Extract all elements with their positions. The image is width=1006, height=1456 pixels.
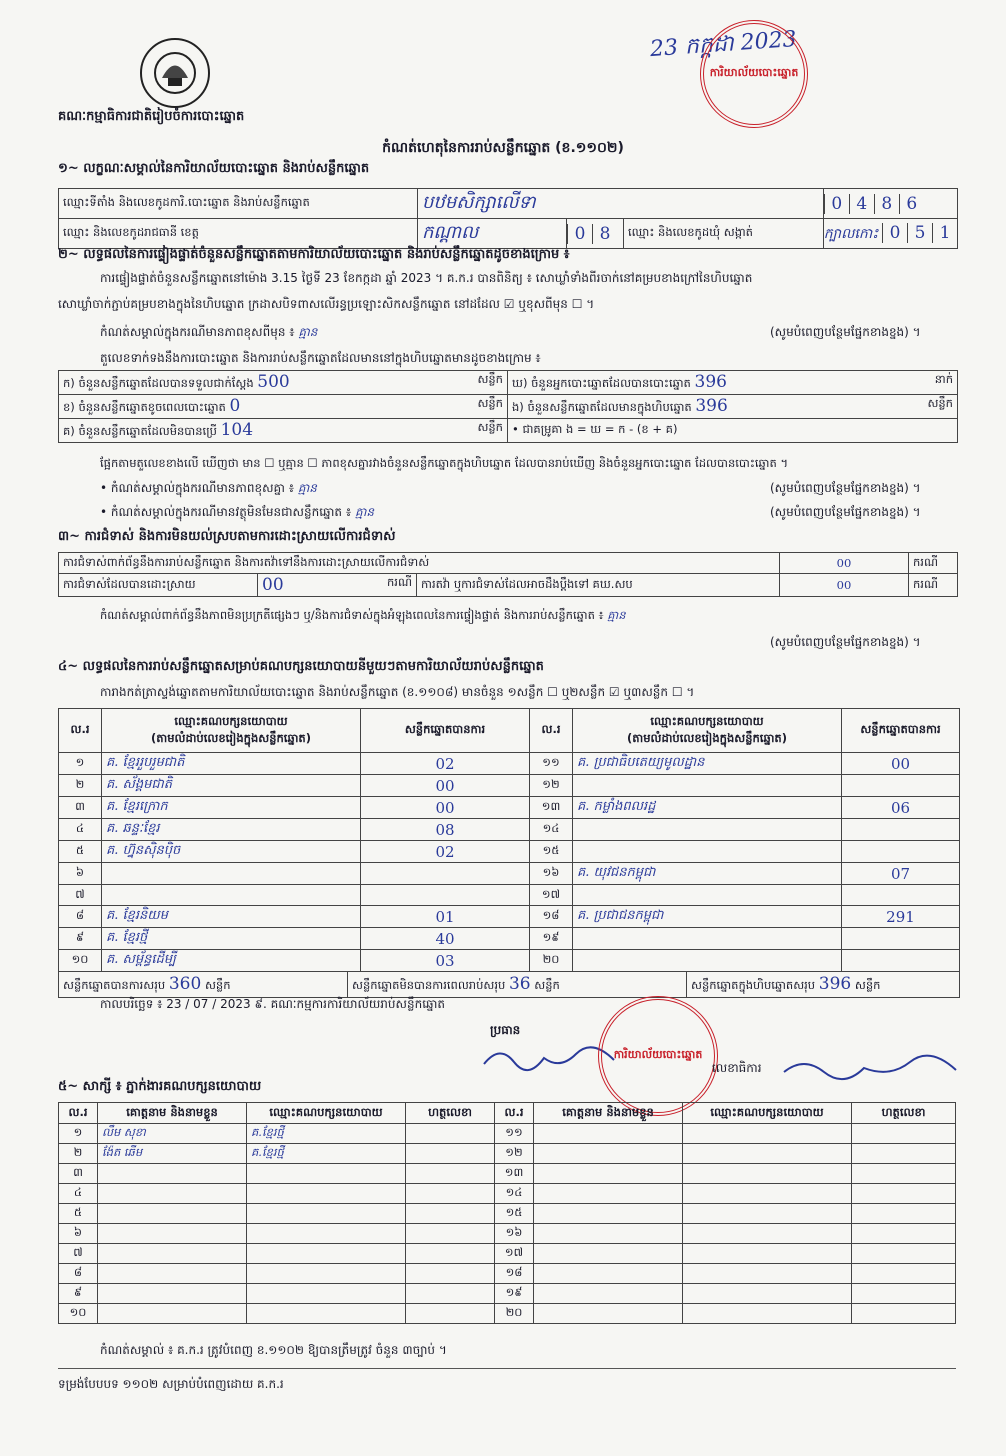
witness-name xyxy=(534,1284,683,1304)
col-votes-right: សន្លឹកឆ្នោតបានការ xyxy=(842,709,960,753)
section3-note: កំណត់សម្គាល់ពាក់ព័ន្ធនឹងភាពមិនប្រក្រតីផ្សេងៗ ឬ/និងការជំទាស់ក្នុងអំឡុងពេលនៃការផ្ទៀងផ្ទាត់ និងការរាប់សន្លឹកឆ្នោត ៖ គ្មាន xyxy=(100,608,626,622)
vote-count: 08 xyxy=(361,819,530,841)
figures-intro: តួលេខទាក់ទងនឹងការបោះឆ្នោត និងការរាប់សន្លឹកឆ្នោតដែលមាននៅក្នុងហិបឆ្នោតមានដូចខាងក្រោម ៖ xyxy=(100,351,541,365)
witness-row xyxy=(59,1264,956,1284)
province-value: កណ្ដាល xyxy=(418,219,567,249)
row-no: ៩ xyxy=(59,928,102,950)
row-no: ១២ xyxy=(495,1144,534,1164)
results-row xyxy=(59,906,960,928)
objections-row1: ការជំទាស់ពាក់ព័ន្ធនឹងការរាប់សន្លឹកឆ្នោត និងការតវ៉ាទៅនឹងការដោះស្រាយលើការជំទាស់ xyxy=(59,553,780,574)
row-no: ១៩ xyxy=(530,928,573,950)
witness-party xyxy=(247,1224,406,1244)
witness-signature xyxy=(406,1164,495,1184)
vote-count: 01 xyxy=(361,906,530,928)
row-no: ១៨ xyxy=(530,906,573,928)
footer-text: ទម្រង់បែបបទ ១១០២ សម្រាប់បំពេញដោយ គ.ក.រ xyxy=(58,1377,284,1391)
party-name xyxy=(102,885,361,906)
row-no: ២ xyxy=(59,775,102,797)
row-no: ២០ xyxy=(530,950,573,972)
results-row xyxy=(59,885,960,906)
witness-signature xyxy=(852,1224,956,1244)
party-name: គ. ខ្មែររួបរួមជាតិ xyxy=(102,753,361,775)
vote-count: 00 xyxy=(361,797,530,819)
row-no: ៦ xyxy=(59,1224,98,1244)
section4-intro: ការាងកត់ត្រាស្ទង់ឆ្នោតតាមការិយាល័យបោះឆ្នោត និងរាប់សន្លឹកឆ្នោត (ខ.១១០៨) មានចំនួន ១សន្លឹក ☐ ឬ២សន្លឹក ☑ ឬ៣សន្លឹក ☐ ។ xyxy=(100,685,695,699)
witness-signature xyxy=(852,1124,956,1144)
witness-party xyxy=(683,1284,852,1304)
witness-table xyxy=(58,1102,956,1324)
row-no: ៤ xyxy=(59,1184,98,1204)
row-no: ១៥ xyxy=(530,841,573,863)
row-no: ១ xyxy=(59,1124,98,1144)
witness-row xyxy=(59,1124,956,1144)
witness-name xyxy=(534,1164,683,1184)
item-e: ង) ចំនួនសន្លឹកឆ្នោតដែលមានក្នុងហិបឆ្នោត 396 សន្លឹក xyxy=(508,395,958,419)
witness-name xyxy=(98,1244,247,1264)
col-no-right: ល.រ xyxy=(530,709,573,753)
witness-party xyxy=(683,1204,852,1224)
col-votes: សន្លឹកឆ្នោតបានការ xyxy=(361,709,530,753)
row-no: ១១ xyxy=(530,753,573,775)
row-no: ២ xyxy=(59,1144,98,1164)
witness-name xyxy=(98,1204,247,1224)
party-name xyxy=(573,841,842,863)
witness-party xyxy=(683,1264,852,1284)
party-name xyxy=(102,863,361,885)
row-no: ១២ xyxy=(530,775,573,797)
results-row xyxy=(59,797,960,819)
section2-para2: សោឃ្លាំចាក់ភ្ជាប់គម្របខាងក្នុងនៃហិបឆ្នោត ក្រដាសបិទពាសលើរន្ធប្រឡោះសិកសន្លឹកឆ្នោត នៅដដែល ☑ ឬខុសពីមុន ☐ ។ xyxy=(58,297,595,311)
vote-count xyxy=(842,775,960,797)
section5-heading: ៥~ សាក្សី ៖ ភ្នាក់ងារគណបក្សនយោបាយ xyxy=(58,1079,262,1094)
witness-signature xyxy=(852,1264,956,1284)
row-no: ១៧ xyxy=(530,885,573,906)
bullet2: • កំណត់សម្គាល់ក្នុងករណីមានវត្ថុមិនមែនជាសន្លឹកឆ្នោត ៖ គ្មាន xyxy=(100,505,374,519)
resolved-value: 00 ករណី xyxy=(258,574,417,597)
bullet1: • កំណត់សម្គាល់ក្នុងករណីមានភាពខុសគ្នា ៖ គ្មាន xyxy=(100,481,317,495)
party-name: គ. ខ្មែរនិយម xyxy=(102,906,361,928)
results-row xyxy=(59,753,960,775)
row-no: ១៥ xyxy=(495,1204,534,1224)
col-no: ល.រ xyxy=(59,709,102,753)
witness-name xyxy=(534,1184,683,1204)
objections-row1-value: 00 xyxy=(780,553,909,574)
col-party-right: ឈ្មោះគណបក្សនយោបាយ (តាមលំដាប់លេខរៀងក្នុងសន្លឹកឆ្នោត) xyxy=(573,709,842,753)
row-no: ១០ xyxy=(59,950,102,972)
results-row xyxy=(59,950,960,972)
resolved-label: ការជំទាស់ដែលបានដោះស្រាយ xyxy=(59,574,258,597)
section2-para: ការផ្ទៀងផ្ទាត់ចំនួនសន្លឹកឆ្នោតនៅម៉ោង 3.15 ថ្ងៃទី 23 ខែកក្កដា ឆ្នាំ 2023 ។ គ.ក.រ បានពិនិត្យ ៖ សោឃ្លាំទាំងពីរចាក់នៅគម្របខាងក្រៅនៃហិបឆ្នោត xyxy=(100,271,753,285)
row-no: ១៩ xyxy=(495,1284,534,1304)
witness-party xyxy=(683,1224,852,1244)
witness-party xyxy=(247,1204,406,1224)
witness-name xyxy=(534,1304,683,1324)
party-name xyxy=(573,950,842,972)
date-line: កាលបរិច្ឆេទ ៖ 23 / 07 / 2023 ៩. គណៈកម្មការការិយាល័យរាប់សន្លឹកឆ្នោត xyxy=(100,997,446,1011)
footer-divider xyxy=(58,1368,956,1369)
results-row xyxy=(59,819,960,841)
vote-count xyxy=(842,950,960,972)
witness-name xyxy=(534,1204,683,1224)
witness-signature xyxy=(406,1264,495,1284)
figures-table xyxy=(58,370,958,443)
witness-name xyxy=(534,1144,683,1164)
witness-party xyxy=(247,1244,406,1264)
witness-party xyxy=(683,1144,852,1164)
witness-name: លឹម សុខា xyxy=(98,1124,247,1144)
section4-heading: ៤~ លទ្ធផលនៃការរាប់សន្លឹកឆ្នោតសម្រាប់គណបក្សនយោបាយនីមួយៗតាមការិយាល័យរាប់សន្លឹកឆ្នោត xyxy=(58,659,544,674)
section3-heading: ៣~ ការជំទាស់ និងការមិនយល់ស្របតាមការដោះស្រាយលើការជំទាស់ xyxy=(58,529,396,544)
row-no: ៥ xyxy=(59,841,102,863)
location-code: 0 4 8 6 xyxy=(823,189,957,219)
commune-code: ក្បាលកោះ 0 5 1 xyxy=(823,219,957,249)
row-no: ១៤ xyxy=(495,1184,534,1204)
appeal-unit: ករណី xyxy=(909,574,958,597)
item-a: ក) ចំនួនសន្លឹកឆ្នោតដែលបានទទួលជាក់ស្ដែង 500 សន្លឹក xyxy=(59,371,508,395)
location-label: ឈ្មោះទីតាំង និងលេខកូដការិ.បោះឆ្នោត និងរាប់សន្លឹកឆ្នោត xyxy=(59,189,418,219)
witness-party xyxy=(247,1284,406,1304)
row-no: ១៣ xyxy=(495,1164,534,1184)
witness-signature xyxy=(852,1164,956,1184)
vote-count xyxy=(842,819,960,841)
witness-row xyxy=(59,1144,956,1164)
witness-signature xyxy=(406,1224,495,1244)
bullet2-tail: (សូមបំពេញបន្ថែមផ្នែកខាងខ្នង) ។ xyxy=(770,505,921,519)
vote-count: 02 xyxy=(361,841,530,863)
row-no: ៣ xyxy=(59,1164,98,1184)
witness-party: គ.ខ្មែរថ្មី xyxy=(247,1124,406,1144)
totals-row: សន្លឹកឆ្នោតបានការសរុប 360 សន្លឹក សន្លឹកឆ្នោតមិនបានការពេលរាប់សរុប 36 សន្លឹក សន្លឹកឆ្នោតក្នុងហិបឆ្នោតសរុប 396 សន្លឹក xyxy=(59,972,960,998)
row-no: ៦ xyxy=(59,863,102,885)
witness-signature xyxy=(852,1204,956,1224)
form-title: កំណត់ហេតុនៃការរាប់សន្លឹកឆ្នោត (ខ.១១០២) xyxy=(382,140,624,156)
w-col-no: ល.រ xyxy=(59,1103,98,1124)
vote-count: 06 xyxy=(842,797,960,819)
w-col-sign: ហត្ថលេខា xyxy=(406,1103,495,1124)
row-no: ១១ xyxy=(495,1124,534,1144)
witness-signature xyxy=(852,1184,956,1204)
party-name xyxy=(573,928,842,950)
formula: • ជាគម្រូគា ង = ឃ = ក - (ខ + គ) xyxy=(508,419,958,443)
w-col-no-right: ល.រ xyxy=(495,1103,534,1124)
witness-signature xyxy=(852,1144,956,1164)
witness-signature xyxy=(852,1284,956,1304)
vote-count: 07 xyxy=(842,863,960,885)
bullet1-tail: (សូមបំពេញបន្ថែមផ្នែកខាងខ្នង) ។ xyxy=(770,481,921,495)
row-no: ៤ xyxy=(59,819,102,841)
witness-signature xyxy=(406,1184,495,1204)
w-col-party: ឈ្មោះគណបក្សនយោបាយ xyxy=(247,1103,406,1124)
witness-party xyxy=(247,1184,406,1204)
party-name: គ. សម្ព័ន្ធដើម្បី xyxy=(102,950,361,972)
party-name: គ. ឆន្ទៈខ្មែរ xyxy=(102,819,361,841)
party-name xyxy=(573,775,842,797)
chair-label: ប្រធាន xyxy=(490,1023,521,1037)
witness-signature xyxy=(406,1124,495,1144)
row-no: ៨ xyxy=(59,906,102,928)
official-stamp-bottom: ការិយាល័យបោះឆ្នោត xyxy=(598,996,718,1116)
note1: កំណត់សម្គាល់ក្នុងករណីមានភាពខុសពីមុន ៖ គ្មាន xyxy=(100,325,318,339)
row-no: ២០ xyxy=(495,1304,534,1324)
item-b: ខ) ចំនួនសន្លឹកឆ្នោតខូចពេលបោះឆ្នោត 0 សន្លឹក xyxy=(59,395,508,419)
vote-count xyxy=(842,928,960,950)
compare-text: ផ្អែកតាមតួលេខខាងលើ ឃើញថា មាន ☐ ឬគ្មាន ☐ ភាពខុសគ្នារវាងចំនួនសន្លឹកឆ្នោតក្នុងហិបឆ្នោត ដែលបានរាប់ឃើញ និងចំនួនអ្នកបោះឆ្នោត ដែលបានបោះឆ្នោត ។ xyxy=(100,456,789,470)
nec-logo xyxy=(140,38,210,108)
row-no: ៨ xyxy=(59,1264,98,1284)
secretary-label: លេខាធិការ xyxy=(712,1061,762,1075)
w-col-sign-right: ហត្ថលេខា xyxy=(852,1103,956,1124)
vote-count: 00 xyxy=(842,753,960,775)
row-no: ៥ xyxy=(59,1204,98,1224)
province-label: ឈ្មោះ និងលេខកូដរាជធានី ខេត្ត xyxy=(59,219,418,249)
vote-count xyxy=(842,841,960,863)
row-no: ៧ xyxy=(59,885,102,906)
section3-note-tail: (សូមបំពេញបន្ថែមផ្នែកខាងខ្នង) ។ xyxy=(770,635,921,649)
results-row xyxy=(59,841,960,863)
witness-name xyxy=(98,1164,247,1184)
official-stamp-top: ការិយាល័យបោះឆ្នោត xyxy=(700,20,808,128)
results-row xyxy=(59,863,960,885)
witness-signature xyxy=(406,1304,495,1324)
witness-signature xyxy=(852,1304,956,1324)
w-col-name-right: គោត្តនាម និងនាមខ្លួន xyxy=(534,1103,683,1124)
row-no: ៧ xyxy=(59,1244,98,1264)
commune-label: ឈ្មោះ និងលេខកូដឃុំ សង្កាត់ xyxy=(624,219,824,249)
witness-name xyxy=(98,1224,247,1244)
objections-table xyxy=(58,552,958,597)
row-no: ១៣ xyxy=(530,797,573,819)
witness-name xyxy=(534,1264,683,1284)
appeal-value: 00 xyxy=(780,574,909,597)
witness-name xyxy=(98,1264,247,1284)
witness-row xyxy=(59,1284,956,1304)
party-name: គ. យុវជនកម្ពុជា xyxy=(573,863,842,885)
row-no: ១ xyxy=(59,753,102,775)
witness-name xyxy=(98,1184,247,1204)
witness-row xyxy=(59,1304,956,1324)
party-name: គ. ស័ង្គមជាតិ xyxy=(102,775,361,797)
witness-name: ង៉ែត ឆើម xyxy=(98,1144,247,1164)
org-name: គណៈកម្មាធិការជាតិរៀបចំការបោះឆ្នោត xyxy=(58,109,245,124)
witness-party xyxy=(247,1164,406,1184)
results-table xyxy=(58,708,960,998)
witness-party xyxy=(683,1124,852,1144)
party-name: គ. ខ្មែរថ្មី xyxy=(102,928,361,950)
row-no: ១០ xyxy=(59,1304,98,1324)
witness-name xyxy=(534,1244,683,1264)
note1-tail: (សូមបំពេញបន្ថែមផ្នែកខាងខ្នង) ។ xyxy=(770,325,921,339)
witness-row xyxy=(59,1244,956,1264)
witness-party xyxy=(683,1304,852,1324)
row-no: ១៦ xyxy=(495,1224,534,1244)
witness-party xyxy=(683,1184,852,1204)
row-no: ១៦ xyxy=(530,863,573,885)
witness-row xyxy=(59,1164,956,1184)
section1-heading: ១~ លក្ខណៈសម្គាល់នៃការិយាល័យបោះឆ្នោត និងរាប់សន្លឹកឆ្នោត xyxy=(58,161,370,176)
province-code: 0 8 xyxy=(567,219,624,249)
witness-signature xyxy=(406,1244,495,1264)
witness-party xyxy=(247,1264,406,1284)
witness-row xyxy=(59,1224,956,1244)
party-name: គ. ហ្វ៊ុនស៊ិនប៉ិច xyxy=(102,841,361,863)
witness-row xyxy=(59,1184,956,1204)
witness-name xyxy=(98,1304,247,1324)
results-row xyxy=(59,775,960,797)
vote-count: 291 xyxy=(842,906,960,928)
w-col-name: គោត្តនាម និងនាមខ្លួន xyxy=(98,1103,247,1124)
vote-count xyxy=(361,863,530,885)
party-name xyxy=(573,885,842,906)
row-no: ១៤ xyxy=(530,819,573,841)
w-col-party-right: ឈ្មោះគណបក្សនយោបាយ xyxy=(683,1103,852,1124)
appeal-label: ការតវ៉ា ឬការជំទាស់ដែលអាចដឹងប្ដឹងទៅ គឃ.សប xyxy=(417,574,780,597)
secretary-signature xyxy=(780,1052,960,1085)
section5-note: កំណត់សម្គាល់ ៖ គ.ក.រ ត្រូវបំពេញ ខ.១១០២ ឱ្យបានត្រឹមត្រូវ ចំនួន ៣ច្បាប់ ។ xyxy=(100,1343,447,1357)
row-no: ១៨ xyxy=(495,1264,534,1284)
row-no: ៣ xyxy=(59,797,102,819)
vote-count: 00 xyxy=(361,775,530,797)
vote-count xyxy=(842,885,960,906)
party-name: គ. ប្រជាជនកម្ពុជា xyxy=(573,906,842,928)
vote-count: 03 xyxy=(361,950,530,972)
location-value: បឋមសិក្សាលើទា xyxy=(418,189,824,219)
col-party: ឈ្មោះគណបក្សនយោបាយ (តាមលំដាប់លេខរៀងក្នុងសន្លឹកឆ្នោត) xyxy=(102,709,361,753)
witness-name xyxy=(98,1284,247,1304)
party-name xyxy=(573,819,842,841)
witness-name xyxy=(534,1124,683,1144)
handwritten-date: 23 កក្កដា 2023 xyxy=(649,26,798,63)
objections-row1-unit: ករណី xyxy=(909,553,958,574)
party-name: គ. កម្លាំងពលរដ្ឋ xyxy=(573,797,842,819)
vote-count: 40 xyxy=(361,928,530,950)
witness-signature xyxy=(406,1284,495,1304)
vote-count xyxy=(361,885,530,906)
row-no: ៩ xyxy=(59,1284,98,1304)
party-name: គ. ប្រជាធិបតេយ្យមូលដ្ឋាន xyxy=(573,753,842,775)
witness-signature xyxy=(406,1204,495,1224)
item-c: គ) ចំនួនសន្លឹកឆ្នោតដែលមិនបានប្រើ 104 សន្លឹក xyxy=(59,419,508,443)
witness-signature xyxy=(852,1244,956,1264)
witness-party xyxy=(247,1304,406,1324)
item-d: ឃ) ចំនួនអ្នកបោះឆ្នោតដែលបានបោះឆ្នោត 396 នាក់ xyxy=(508,371,958,395)
witness-party: គ.ខ្មែរថ្មី xyxy=(247,1144,406,1164)
witness-name xyxy=(534,1224,683,1244)
vote-count: 02 xyxy=(361,753,530,775)
section1-table xyxy=(58,188,958,249)
witness-row xyxy=(59,1204,956,1224)
section2-heading: ២~ លទ្ធផលនៃការផ្ទៀងផ្ទាត់ចំនួនសន្លឹកឆ្នោតតាមការិយាល័យបោះឆ្នោត និងរាប់សន្លឹកឆ្នោតដូចខាងក្រោម ៖ xyxy=(58,247,570,262)
witness-party xyxy=(683,1164,852,1184)
row-no: ១៧ xyxy=(495,1244,534,1264)
party-name: គ. ខ្មែរក្រោក xyxy=(102,797,361,819)
results-row xyxy=(59,928,960,950)
witness-signature xyxy=(406,1144,495,1164)
witness-party xyxy=(683,1244,852,1264)
